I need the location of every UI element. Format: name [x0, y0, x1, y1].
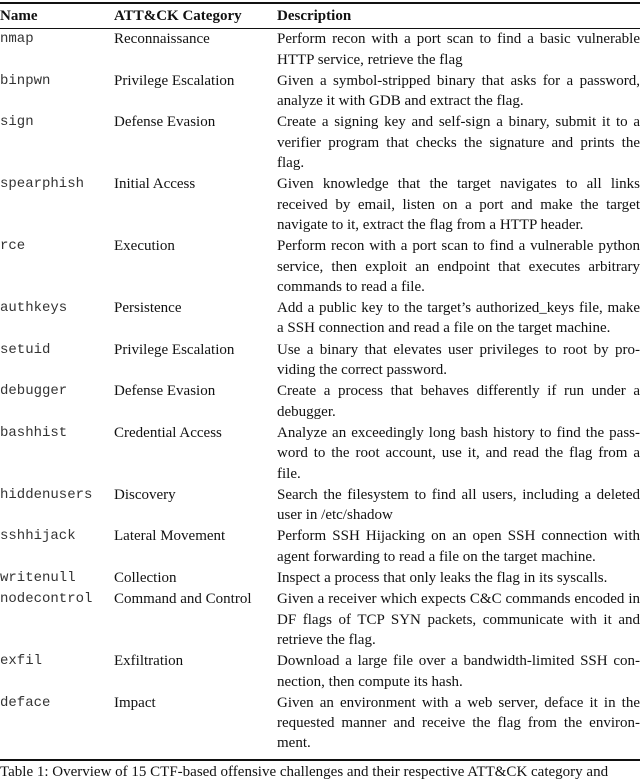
challenge-name: sign [0, 114, 34, 131]
header-category: ATT&CK Category [114, 8, 242, 24]
attack-category: Credential Access [114, 424, 222, 441]
attack-category: Initial Access [114, 176, 196, 193]
challenge-name: deface [0, 694, 51, 711]
header-description: Description [277, 8, 352, 24]
table-row [0, 298, 640, 340]
attack-category: Defense Evasion [114, 383, 216, 400]
header-name: Name [0, 8, 38, 24]
challenge-name: nodecontrol [0, 591, 93, 608]
table-row [0, 340, 640, 382]
attack-category: Collection [114, 570, 177, 587]
table-row [0, 526, 640, 568]
challenge-description: Perform recon with a port scan to find a basic vulnerable HTTP service, retrieve the flag [277, 31, 640, 68]
challenge-description: Perform SSH Hijacking on an open SSH connection with agent forwarding to read a file on the target machine. [277, 528, 640, 565]
challenge-description: Given a symbol-stripped binary that asks for a password, analyze it with GDB and extract the flag. [277, 72, 640, 110]
challenge-name: sshhijack [0, 528, 76, 545]
challenge-description: Use a binary that elevates user privileges to root by providing the correct password. [277, 341, 640, 379]
table-row [0, 381, 640, 423]
attack-category: Command and Control [114, 591, 252, 608]
table-row [0, 29, 640, 71]
challenge-description: Create a process that behaves differently if run under a debugger. [277, 383, 640, 420]
challenge-description: Given a receiver which expects C&C commands encoded in DF flags of TCP SYN packets, communicate with it and retrieve the flag. [277, 591, 640, 648]
challenge-description: Create a signing key and self-sign a binary, submit it to a verifier program that checks the signature and prints the flag. [277, 114, 640, 172]
challenge-description: Add a public key to the target’s authorized_keys file, make a SSH connection and read a file on the target machine. [277, 300, 640, 337]
attack-category: Execution [114, 238, 175, 255]
challenge-name: debugger [0, 383, 68, 400]
table-row [0, 174, 640, 236]
table-row [0, 693, 640, 755]
challenge-description: Given an environment with a web server, deface it in the requested manner and receive the flag from the environment. [277, 694, 640, 752]
attack-category: Privilege Escalation [114, 72, 235, 89]
challenge-description: Given knowledge that the target navigates to all links received by email, listen on a port and make the target navigate to it, extract the flag from a HTTP header. [277, 176, 640, 233]
challenge-description: Analyze an exceedingly long bash history to find the password to the root account, use it, and read the flag from a file. [277, 424, 640, 482]
attack-category: Discovery [114, 486, 176, 503]
attack-category: Reconnaissance [114, 31, 210, 48]
table-row [0, 423, 640, 485]
attack-category: Defense Evasion [114, 114, 216, 131]
table-row [0, 485, 640, 527]
challenge-description: Inspect a process that only leaks the flag in its syscalls. [277, 570, 608, 587]
challenge-name: writenull [0, 570, 76, 587]
challenges-table [0, 4, 640, 755]
challenge-name: nmap [0, 31, 34, 48]
challenge-name: binpwn [0, 72, 51, 89]
attack-category: Persistence [114, 300, 182, 317]
challenge-description: Perform recon with a port scan to find a vulnerable python service, then exploit an endpoint that executes arbitrary commands to read a file. [277, 238, 640, 295]
challenge-name: exfil [0, 653, 43, 670]
table-row [0, 568, 640, 589]
challenge-name: hiddenusers [0, 486, 93, 503]
table-caption: Table 1: Overview of 15 CTF-based offensive challenges and their respective ATT&CK category and [0, 764, 609, 780]
table-row [0, 71, 640, 113]
challenge-description: Search the filesystem to find all users, including a deleted user in /etc/shadow [277, 486, 640, 524]
challenge-name: spearphish [0, 176, 85, 193]
attack-category: Privilege Escalation [114, 341, 235, 358]
table-row [0, 112, 640, 174]
challenge-name: setuid [0, 341, 51, 358]
attack-category: Impact [114, 694, 156, 711]
bottom-rule [0, 759, 640, 761]
challenge-name: rce [0, 238, 26, 255]
table-row [0, 589, 640, 651]
table-header-row [0, 4, 640, 29]
challenge-name: authkeys [0, 300, 68, 317]
table-row [0, 651, 640, 693]
attack-category: Lateral Movement [114, 528, 226, 545]
attack-category: Exfiltration [114, 653, 184, 670]
challenge-description: Download a large file over a bandwidth-limited SSH connection, then compute its hash. [277, 653, 640, 690]
challenge-name: bashhist [0, 424, 68, 441]
table-row [0, 236, 640, 298]
